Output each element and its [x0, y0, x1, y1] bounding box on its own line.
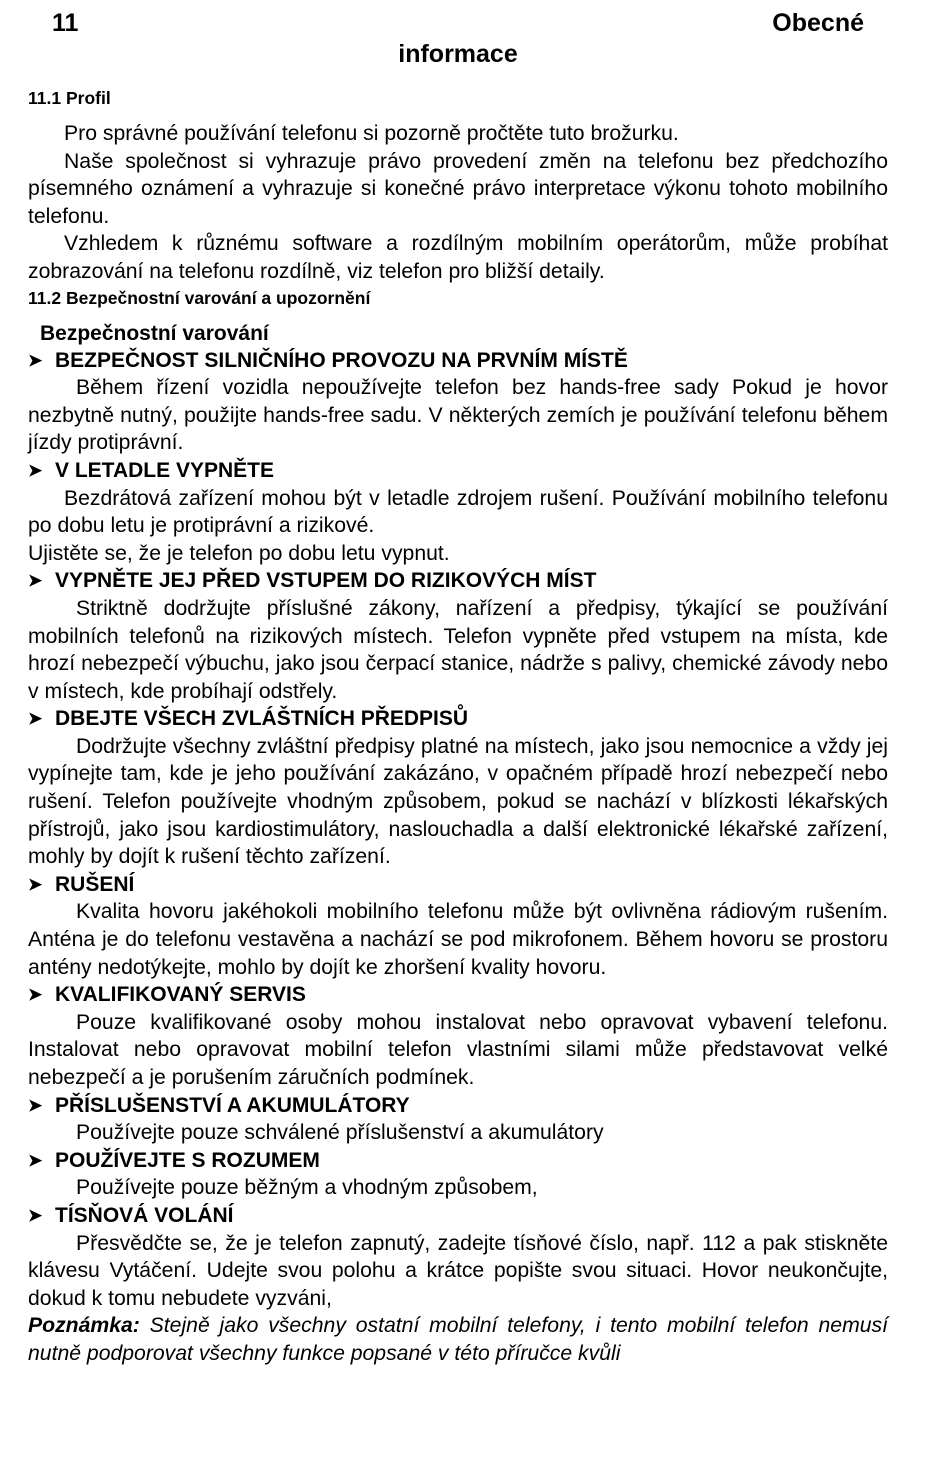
- subheading-safety-warnings: Bezpečnostní varování: [40, 321, 269, 345]
- chapter-title-part1: Obecné: [772, 9, 864, 37]
- arrowhead-bullet-icon: ➤: [28, 1150, 43, 1170]
- arrowhead-bullet-icon: ➤: [28, 460, 43, 480]
- note-text: Stejně jako všechny ostatní mobilní telefony, i tento mobilní telefon nemusí nutně podporovat všechny funkce popsané v této příručce kvůli: [28, 1314, 888, 1365]
- paragraph: Vzhledem k různému software a rozdílným mobilním operátorům, může probíhat zobrazování na telefonu rozdílně, viz telefon pro bližší detaily.: [28, 232, 888, 283]
- arrowhead-bullet-icon: ➤: [28, 985, 43, 1005]
- warning-title-text: RUŠENÍ: [55, 872, 135, 896]
- warning-item-title: [28, 1147, 888, 1175]
- warning-item-title: [28, 871, 888, 899]
- arrowhead-bullet-icon: ➤: [28, 709, 43, 729]
- warning-body-text: Během řízení vozidla nepoužívejte telefon bez hands-free sady Pokud je hovor nezbytně nutný, použijte hands-free sadu. V některých zemích je používání telefonu během jízdy protiprávní.: [28, 376, 888, 455]
- paragraph: Naše společnost si vyhrazuje právo provedení změn na telefonu bez předchozího písemného oznámení a vyhrazuje si konečné právo interpretace výkonu tohoto mobilního telefonu.: [28, 149, 888, 228]
- note-label: Poznámka:: [28, 1314, 140, 1338]
- warning-title-text: KVALIFIKOVANÝ SERVIS: [55, 983, 306, 1007]
- warning-body-text: Dodržujte všechny zvláštní předpisy platné na místech, jako jsou nemocnice a vždy jej vypínejte tam, kde je jeho používání zakázáno, v opačném případě hrozí nebezpečí nebo rušení. Telefon používejte vhodným způsobem, pokud se nachází v blízkosti lékařských přístrojů, jako jsou kardiostimulátory, naslouchadla a další elektronické lékařské zařízení, mohly by dojít k rušení těchto zařízení.: [28, 734, 888, 869]
- arrowhead-bullet-icon: ➤: [28, 571, 43, 591]
- warning-body-text: Bezdrátová zařízení mohou být v letadle zdrojem rušení. Používání mobilního telefonu po dobu letu je protiprávní a rizikové.: [28, 486, 888, 538]
- warning-body-text: Přesvědčte se, že je telefon zapnutý, zadejte tísňové číslo, např. 112 a pak stiskněte klávesu Vytáčení. Udejte svou polohu a krátce popište svou situaci. Hovor neukončujte, dokud k tomu nebudete vyzváni,: [28, 1231, 888, 1310]
- chapter-number: 11: [52, 9, 79, 37]
- warning-body-text: Používejte pouze schválené příslušenství a akumulátory: [76, 1121, 604, 1145]
- warning-item-title: [28, 347, 888, 375]
- arrowhead-bullet-icon: ➤: [28, 1095, 43, 1115]
- section-heading-safety: 11.2 Bezpečnostní varování a upozornění: [28, 287, 371, 308]
- warning-title-text: BEZPEČNOST SILNIČNÍHO PROVOZU NA PRVNÍM MÍSTĚ: [55, 348, 628, 372]
- warning-body-text: Pouze kvalifikované osoby mohou instalovat nebo opravovat vybavení telefonu. Instalovat nebo opravovat mobilní telefon vlastními silami může představovat velké nebezpečí a je porušením záručních podmínek.: [28, 1010, 888, 1089]
- document-page: [28, 0, 888, 1368]
- section-heading-profile: 11.1 Profil: [28, 88, 111, 108]
- warning-item-title: [28, 1202, 888, 1230]
- warning-body-text: Striktně dodržujte příslušné zákony, nařízení a předpisy, týkající se používání mobilních telefonů na rizikových místech. Telefon vypněte před vstupem na místa, kde hrozí nebezpečí výbuchu, jako jsou čerpací stanice, nádrže s palivy, chemické závody nebo v místech, kde probíhají odstřely.: [28, 596, 888, 703]
- warning-item-title: [28, 705, 888, 733]
- chapter-heading: [28, 0, 888, 76]
- warning-title-text: PŘÍSLUŠENSTVÍ A AKUMULÁTORY: [55, 1093, 410, 1117]
- warning-item-title: [28, 981, 888, 1009]
- chapter-title-part2: informace: [398, 40, 518, 68]
- safety-warning-list: [28, 347, 888, 1313]
- warning-title-text: DBEJTE VŠECH ZVLÁŠTNÍCH PŘEDPISŮ: [55, 707, 469, 731]
- note-paragraph: [28, 1312, 888, 1367]
- warning-body-text: Kvalita hovoru jakéhokoli mobilního telefonu může být ovlivněna rádiovým rušením. Anténa je do telefonu vestavěna a nachází se pod mikrofonem. Během hovoru se prostoru antény nedotýkejte, mohlo by dojít ke zhoršení kvality hovoru.: [28, 900, 888, 979]
- warning-body-text: Ujistěte se, že je telefon po dobu letu vypnut.: [28, 541, 450, 565]
- paragraph: Pro správné používání telefonu si pozorně pročtěte tuto brožurku.: [64, 122, 679, 145]
- warning-title-text: VYPNĚTE JEJ PŘED VSTUPEM DO RIZIKOVÝCH MÍST: [55, 569, 597, 593]
- warning-title-text: TÍSŇOVÁ VOLÁNÍ: [55, 1203, 234, 1227]
- arrowhead-bullet-icon: ➤: [28, 350, 43, 370]
- arrowhead-bullet-icon: ➤: [28, 874, 43, 894]
- warning-item-title: [28, 1092, 888, 1120]
- warning-title-text: POUŽÍVEJTE S ROZUMEM: [55, 1148, 320, 1172]
- arrowhead-bullet-icon: ➤: [28, 1205, 43, 1225]
- warning-item-title: [28, 567, 888, 595]
- warning-item-title: [28, 457, 888, 485]
- warning-body-text: Používejte pouze běžným a vhodným způsobem,: [76, 1176, 538, 1200]
- warning-title-text: V LETADLE VYPNĚTE: [55, 458, 274, 482]
